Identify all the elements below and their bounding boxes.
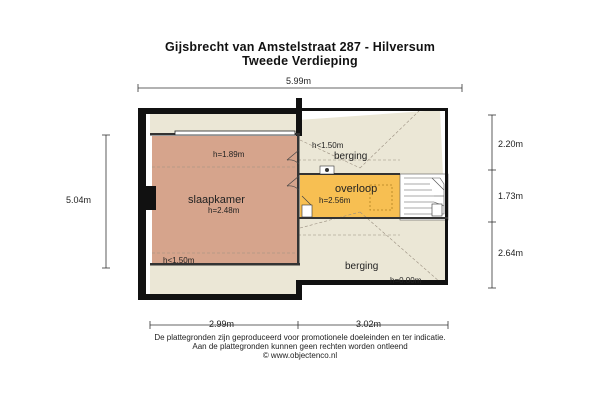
bedroom-slope-height: h=1.89m [213, 150, 245, 159]
storage-bottom-height: h=0.00m [390, 276, 422, 285]
dim-top-label: 5.99m [286, 76, 312, 86]
dim-right-top-label: 2.20m [498, 139, 524, 149]
bedroom-name: slaapkamer [188, 194, 245, 206]
washer-icon [302, 205, 312, 217]
landing-name: overloop [335, 183, 378, 195]
dim-bottom-left-label: 2.99m [209, 319, 235, 329]
small-fixture-icon [432, 204, 442, 216]
landing-height: h=2.56m [319, 196, 351, 205]
dimension-left [102, 135, 110, 268]
dimension-bottom [150, 321, 448, 329]
storage-bottom-name: berging [345, 261, 379, 272]
dim-right-middle-label: 1.73m [498, 191, 524, 201]
skylight-window [175, 131, 295, 135]
dim-bottom-right-label: 3.02m [356, 319, 382, 329]
dim-right-bottom-label: 2.64m [498, 248, 524, 258]
disclaimer-line-2: Aan de plattegronden kunnen geen rechten worden ontleend [192, 342, 408, 351]
plan-title-address: Gijsbrecht van Amstelstraat 287 - Hilversum [164, 40, 436, 54]
dimension-right [488, 115, 496, 288]
disclaimer-line-3: © www.objectenco.nl [262, 351, 338, 360]
bedroom-low-height: h<1.50m [163, 256, 195, 265]
boiler-dot [325, 168, 329, 172]
storage-top-name: berging [334, 151, 368, 162]
storage-top-height: h<1.50m [312, 141, 344, 150]
plan-title-floor: Tweede Verdieping [242, 54, 358, 68]
disclaimer-line-1: De plattegronden zijn geproduceerd voor promotionele doeleinden en ter indicatie. [154, 333, 446, 342]
bedroom-height: h=2.48m [208, 206, 240, 215]
dim-left-label: 5.04m [66, 195, 92, 205]
